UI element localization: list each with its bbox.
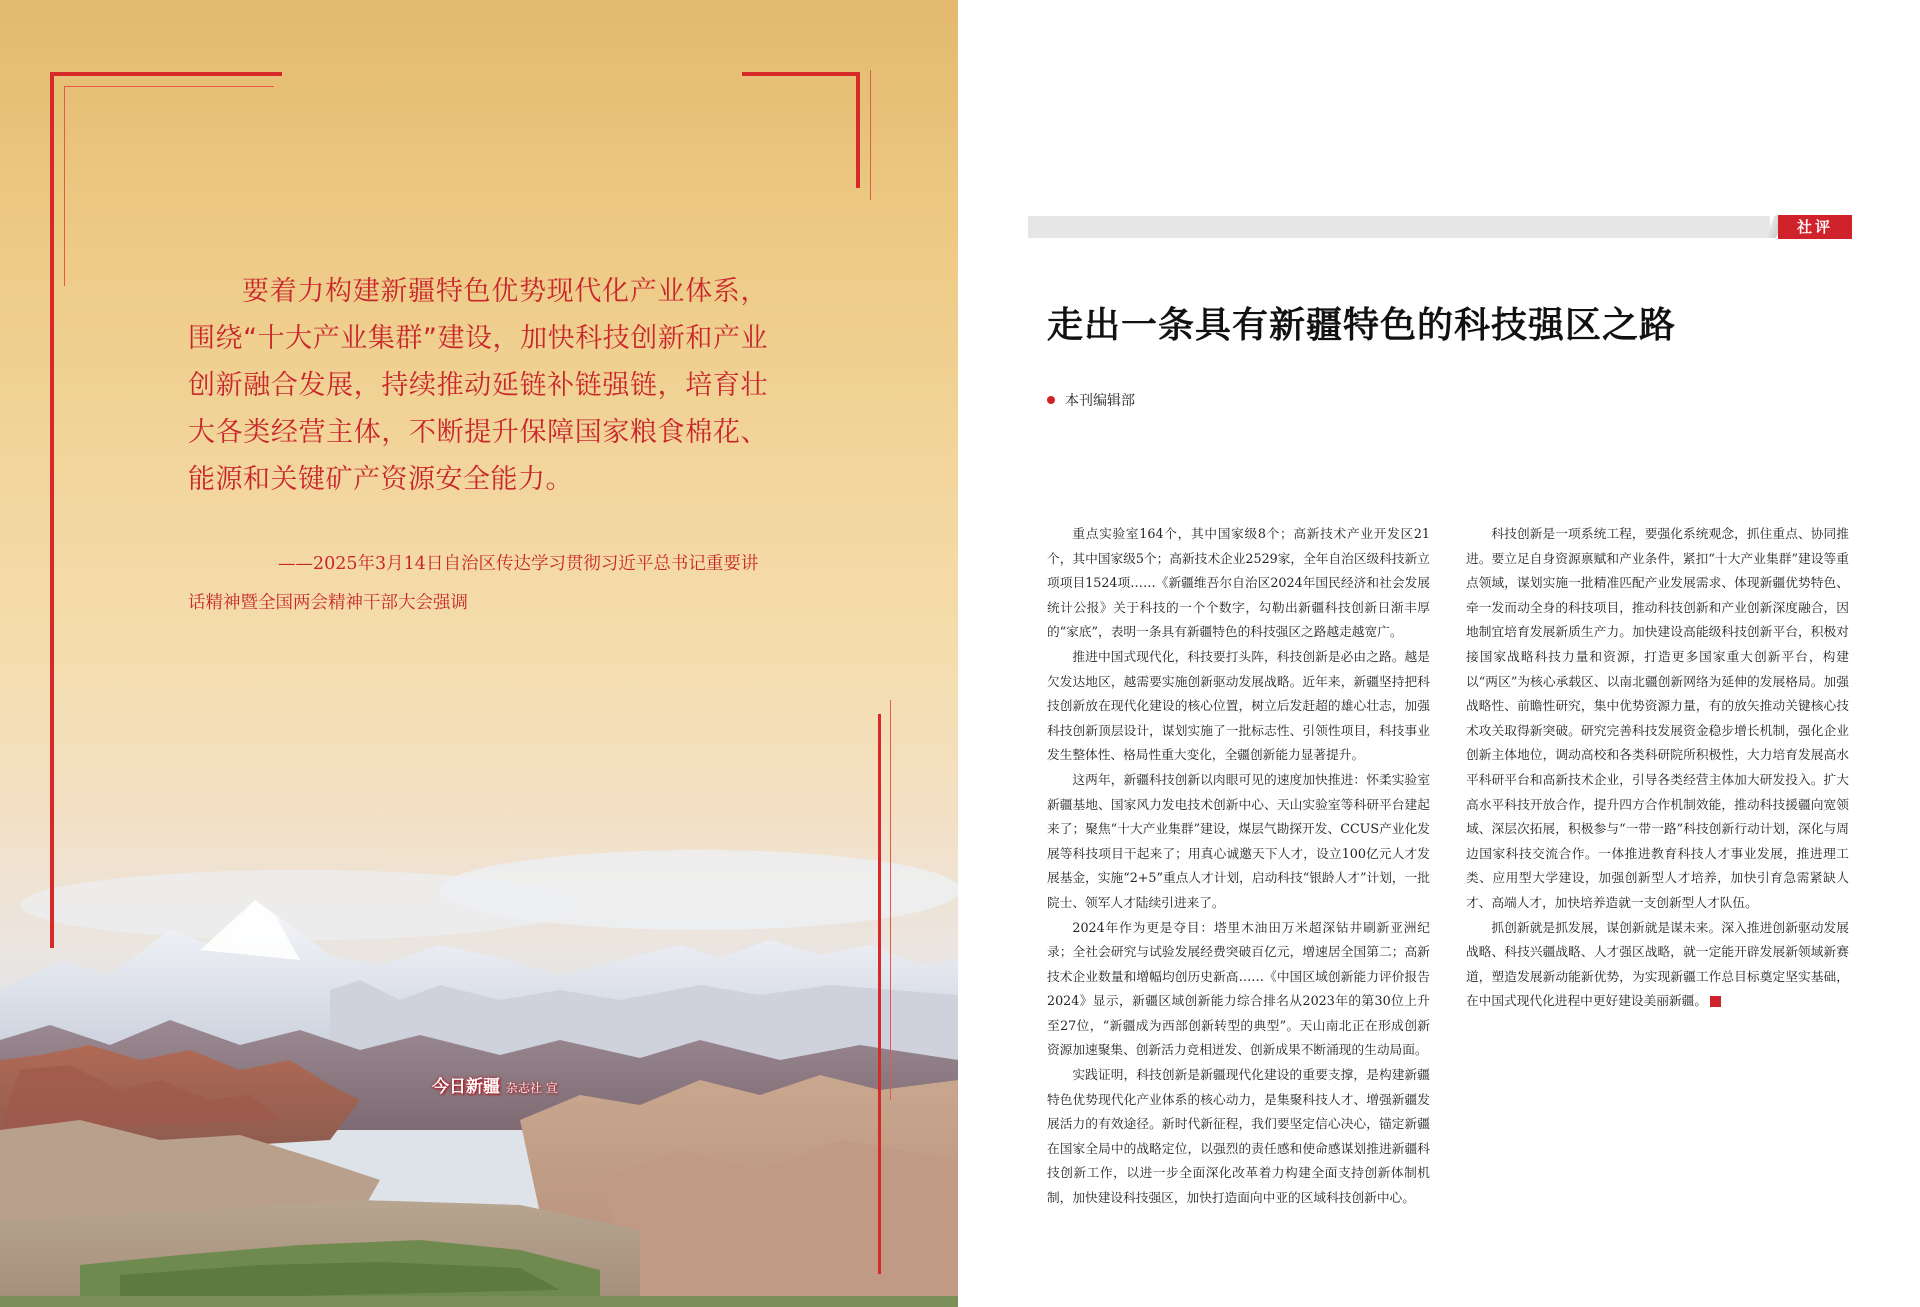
frame-inner-right-line xyxy=(870,70,871,200)
leader-quote: 要着力构建新疆特色优势现代化产业体系，围绕“十大产业集群”建设，加快科技创新和产业创新融合发展，持续推动延链补链强链，培育壮大各类经营主体，不断提升保障国家粮食棉花、能源和关键矿产资源安全能力。 xyxy=(188,276,768,495)
section-header-bar xyxy=(1028,216,1770,238)
publisher-suffix: 杂志社 宣 xyxy=(505,1081,558,1095)
frame-top-left-line xyxy=(50,72,282,76)
frame-left-line xyxy=(50,72,54,948)
article-paragraph-text: 抓创新就是抓发展，谋创新就是谋未来。深入推进创新驱动发展战略、科技兴疆战略、人才强区战略，就一定能开辟发展新领域新赛道，塑造发展新动能新优势，为实现新疆工作总目标奠定坚实基础，在中国式现代化进程中更好建设美丽新疆。 xyxy=(1466,919,1849,1009)
article-title: 走出一条具有新疆特色的科技强区之路 xyxy=(1047,305,1677,346)
mountain-landscape-image xyxy=(0,0,958,1307)
publisher-logo xyxy=(432,1072,558,1097)
article-paragraph: 重点实验室164个，其中国家级8个；高新技术产业开发区21个，其中国家级5个；高新技术企业2529家，全年自治区级科技新立项项目1524项……《新疆维吾尔自治区2024年国民经济和社会发展统计公报》关于科技的一个个数字，勾勒出新疆科技创新日渐丰厚的“家底”，表明一条具有新疆特色的科技强区之路越走越宽广。 xyxy=(1047,526,1430,640)
frame-inner-top-line xyxy=(64,86,274,87)
frame-right-top-line xyxy=(856,72,860,188)
article-end-mark-icon: J xyxy=(1710,996,1721,1007)
frame-inner-left-line xyxy=(64,86,65,286)
quote-attribution: ——2025年3月14日自治区传达学习贯彻习近平总书记重要讲话精神暨全国两会精神干部大会强调 xyxy=(188,554,759,613)
left-page-poster xyxy=(0,0,958,1307)
section-tag: 社评 xyxy=(1778,215,1852,239)
article-byline xyxy=(1047,390,1135,410)
article-paragraph: 实践证明，科技创新是新疆现代化建设的重要支撑，是构建新疆特色优势现代化产业体系的核心动力，是集聚科技人才、增强新疆发展活力的有效途径。新时代新征程，我们要坚定信心决心，锚定新疆在国家全局中的战略定位，以强烈的责任感和使命感谋划推进新疆科技创新工作，以进一步全面深化改革着力构建全面支持创新体制机制，加快建设科技强区，加快打造面向中亚的区域科技创新中心。 xyxy=(1047,1067,1430,1206)
publisher-name: 今日新疆 xyxy=(432,1077,500,1097)
byline-text: 本刊编辑部 xyxy=(1065,393,1135,409)
frame-top-right-line xyxy=(742,72,860,76)
byline-bullet-icon xyxy=(1047,396,1055,404)
frame-inner-right-bottom-line xyxy=(890,700,891,1100)
article-body xyxy=(1047,522,1849,1242)
right-page-article xyxy=(958,0,1920,1307)
article-paragraph: 科技创新是一项系统工程，要强化系统观念，抓住重点、协同推进。要立足自身资源禀赋和产业条件，紧扣“十大产业集群”建设等重点领域，谋划实施一批精准匹配产业发展需求、体现新疆优势特色、牵一发而动全身的科技项目，推动科技创新和产业创新深度融合，因地制宜培育发展新质生产力。加快建设高能级科技创新平台，积极对接国家战略科技力量和资源，打造更多国家重大创新平台，构建以“两区”为核心承载区、以南北疆创新网络为延伸的发展格局。加强战略性、前瞻性研究，集中优势资源力量，有的放矢推动关键核心技术攻关取得新突破。研究完善科技发展资金稳步增长机制，强化企业创新主体地位，调动高校和各类科研院所积极性，大力培育发展高水平科研平台和高新技术企业，引导各类经营主体加大研发投入。扩大高水平科技开放合作，提升四方合作机制效能，推动科技援疆向宽领域、深层次拓展，积极参与“一带一路”科技创新行动计划，深化与周边国家科技交流合作。一体推进教育科技人才事业发展，推进理工类、应用型大学建设，加强创新型人才培养，加快引育急需紧缺人才、高端人才，加快培养造就一支创新型人才队伍。 xyxy=(1466,526,1849,910)
article-paragraph-last xyxy=(1466,916,1849,1014)
article-paragraph: 这两年，新疆科技创新以肉眼可见的速度加快推进：怀柔实验室新疆基地、国家风力发电技术创新中心、天山实验室等科研平台建起来了；聚焦“十大产业集群”建设，煤层气勘探开发、CCUS产业化发展等科技项目干起来了；用真心诚邀天下人才，设立100亿元人才发展基金，实施“2+5”重点人才计划，启动科技“银龄人才”计划，一批院士、领军人才陆续引进来了。 xyxy=(1047,771,1430,910)
frame-right-bottom-line xyxy=(878,714,881,1274)
article-paragraph: 2024年作为更是夺目：塔里木油田万米超深钻井刷新亚洲纪录；全社会研究与试验发展经费突破百亿元，增速居全国第二；高新技术企业数量和增幅均创历史新高……《中国区域创新能力评价报告2024》显示，新疆区域创新能力综合排名从2023年的第30位上升至27位，“新疆成为西部创新转型的典型”。天山南北正在形成创新资源加速聚集、创新活力竞相迸发、创新成果不断涌现的生动局面。 xyxy=(1047,919,1430,1058)
article-paragraph: 推进中国式现代化，科技要打头阵，科技创新是必由之路。越是欠发达地区，越需要实施创新驱动发展战略。近年来，新疆坚持把科技创新放在现代化建设的核心位置，树立后发赶超的雄心壮志，加强科技创新顶层设计，谋划实施了一批标志性、引领性项目，科技事业发生整体性、格局性重大变化，全疆创新能力显著提升。 xyxy=(1047,648,1430,763)
